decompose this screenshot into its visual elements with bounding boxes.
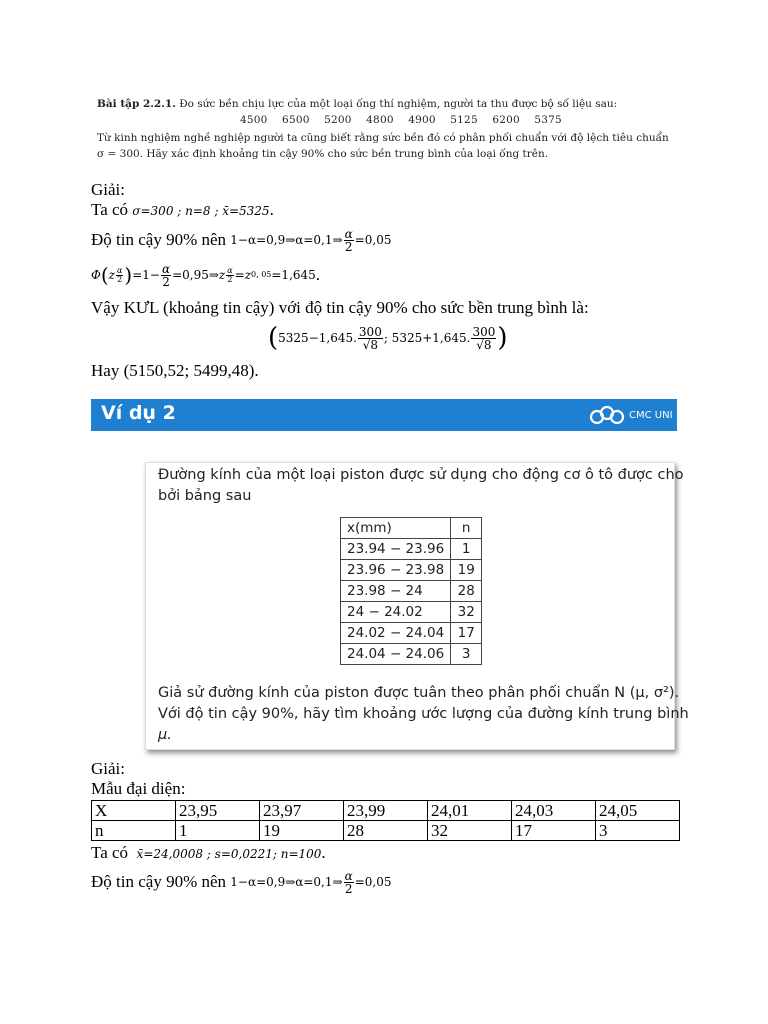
table-cell: 24,03 xyxy=(512,801,596,821)
table-cell: 24.04 − 24.06 xyxy=(341,644,451,665)
solution1-phi-line: Φ ( z $\frac{\alpha}{2}$ ) =1− $\frac{\alpha}{2}$ =0,95⇒ z $\frac{\alpha}{2}$ = z 0, 05 =1,645 . xyxy=(91,261,321,289)
slide-para2-line2: Với độ tin cậy 90%, hãy tìm khoảng ước lượng của đường kính trung bình xyxy=(158,706,689,722)
table-row xyxy=(341,560,482,581)
exercise-intro: Đo sức bền chịu lực của một loại ống thí nghiệm, người ta thu được bộ số liệu sau: xyxy=(179,98,618,110)
table-cell: 23,95 xyxy=(176,801,260,821)
table-cell: 24,05 xyxy=(596,801,680,821)
slide-title: Ví dụ 2 xyxy=(101,402,176,424)
table-row xyxy=(341,623,482,644)
solution2-heading: Giải: xyxy=(91,759,125,778)
phi-math-c: =1,645 xyxy=(271,268,316,282)
confidence-label: Độ tin cậy 90% nên xyxy=(91,230,227,249)
exercise-data-values: 4500 6500 5200 4800 4900 5125 6200 5375 xyxy=(240,114,562,126)
representative-sample-table xyxy=(91,800,680,841)
slide-para1-line2: bởi bảng sau xyxy=(158,488,252,504)
interval-den-1: √8 xyxy=(362,337,379,352)
table-cell: 3 xyxy=(596,821,680,841)
interval-right: ; 5325+1,645. xyxy=(383,331,471,345)
phi-math-b: =0,95⇒ xyxy=(172,268,219,282)
table-row xyxy=(341,539,482,560)
table-cell: 24 − 24.02 xyxy=(341,602,451,623)
confidence-math-a: 1−α=0,9⇒α=0,1⇒ xyxy=(230,233,343,247)
table-cell: 19 xyxy=(260,821,344,841)
table-cell: 1 xyxy=(176,821,260,841)
table-cell: 28 xyxy=(344,821,428,841)
alpha-over-2-fraction-2: $\frac{\alpha}{2}$ xyxy=(344,868,353,896)
solution2-confidence-line xyxy=(91,864,391,900)
interval-num-1: 300 xyxy=(358,324,382,339)
table-cell: 1 xyxy=(451,539,482,560)
table-header-n: n xyxy=(451,518,482,539)
exercise-line-4: σ = 300. Hãy xác định khoảng tin cậy 90% cho sức bền trung bình của loại ống trên. xyxy=(97,148,549,160)
table-cell: 24.02 − 24.04 xyxy=(341,623,451,644)
solution1-result: Hay (5150,52; 5499,48). xyxy=(91,361,259,380)
slide-para1-line1: Đường kính của một loại piston được sử dụng cho động cơ ô tô được cho xyxy=(158,467,684,483)
solution1-ta-co-line: Ta có σ=300 ; n=8 ; x̄=5325. xyxy=(91,200,274,219)
cmc-logo xyxy=(589,405,673,425)
table-row-x xyxy=(92,801,680,821)
table-cell: 28 xyxy=(451,581,482,602)
interval-num-2: 300 xyxy=(472,324,496,339)
solution2-sample-label: Mẫu đại diện: xyxy=(91,779,186,798)
slide-para2-line1: Giả sử đường kính của piston được tuân theo phân phối chuẩn N (μ, σ²). xyxy=(158,685,680,701)
table-cell: X xyxy=(92,801,176,821)
exercise-block xyxy=(97,96,687,162)
ta-co-label-2: Ta có xyxy=(91,843,129,862)
solution1-interval: ( 5325−1,645. $\frac{300}{√8}$ ; 5325+1,645. $\frac{300}{√8}$ ) xyxy=(268,323,508,353)
table-cell: 23,97 xyxy=(260,801,344,821)
phi-math-a: =1− xyxy=(132,268,160,282)
table-cell: 32 xyxy=(451,602,482,623)
table-cell: 23.98 − 24 xyxy=(341,581,451,602)
interval-den-2: √8 xyxy=(476,337,492,352)
confidence-math-b-2: =0,05 xyxy=(354,875,392,889)
ta-co-label: Ta có xyxy=(91,200,129,219)
table-row xyxy=(341,581,482,602)
table-cell: 24,01 xyxy=(428,801,512,821)
table-cell: n xyxy=(92,821,176,841)
table-row xyxy=(341,602,482,623)
table-cell: 17 xyxy=(451,623,482,644)
cmc-logo-icon xyxy=(589,405,625,425)
solution1-heading: Giải: xyxy=(91,180,125,199)
table-cell: 23,99 xyxy=(344,801,428,821)
confidence-math-b: =0,05 xyxy=(354,233,392,247)
table-row-n xyxy=(92,821,680,841)
slide-piston-table xyxy=(340,517,482,665)
table-header-x: x(mm) xyxy=(341,518,451,539)
confidence-label-2: Độ tin cậy 90% nên xyxy=(91,872,227,891)
table-row xyxy=(341,644,482,665)
confidence-math-a-2: 1−α=0,9⇒α=0,1⇒ xyxy=(230,875,343,889)
ta-co-math-2: x̄=24,0008 ; s=0,0221; n=100 xyxy=(136,847,322,861)
slide-para2-line3: μ. xyxy=(158,727,172,743)
table-cell: 32 xyxy=(428,821,512,841)
exercise-line-1 xyxy=(97,96,687,112)
interval-left: 5325−1,645. xyxy=(278,331,357,345)
exercise-line-3: Từ kinh nghiệm nghề nghiệp người ta cũng biết rằng sức bền đó có phân phối chuẩn với độ lệch tiêu chuẩn xyxy=(97,132,669,144)
table-cell: 17 xyxy=(512,821,596,841)
table-cell: 23.94 − 23.96 xyxy=(341,539,451,560)
exercise-title: Bài tập 2.2.1. xyxy=(97,98,176,110)
solution1-confidence-line xyxy=(91,222,391,258)
ta-co-math: σ=300 ; n=8 ; x̄=5325 xyxy=(132,204,270,218)
table-cell: 23.96 − 23.98 xyxy=(341,560,451,581)
slide-para1 xyxy=(158,465,684,507)
table-cell: 3 xyxy=(451,644,482,665)
solution2-ta-co-line: Ta có x̄=24,0008 ; s=0,0221; n=100. xyxy=(91,843,326,862)
solution1-conclusion: Vậy KƯL (khoảng tin cậy) với độ tin cậy 90% cho sức bền trung bình là: xyxy=(91,298,589,317)
slide-para2 xyxy=(158,683,689,746)
alpha-over-2-fraction: $\frac{\alpha}{2}$ xyxy=(344,226,353,254)
table-header-row xyxy=(341,518,482,539)
table-cell: 19 xyxy=(451,560,482,581)
logo-text: CMC UNI xyxy=(629,409,673,421)
